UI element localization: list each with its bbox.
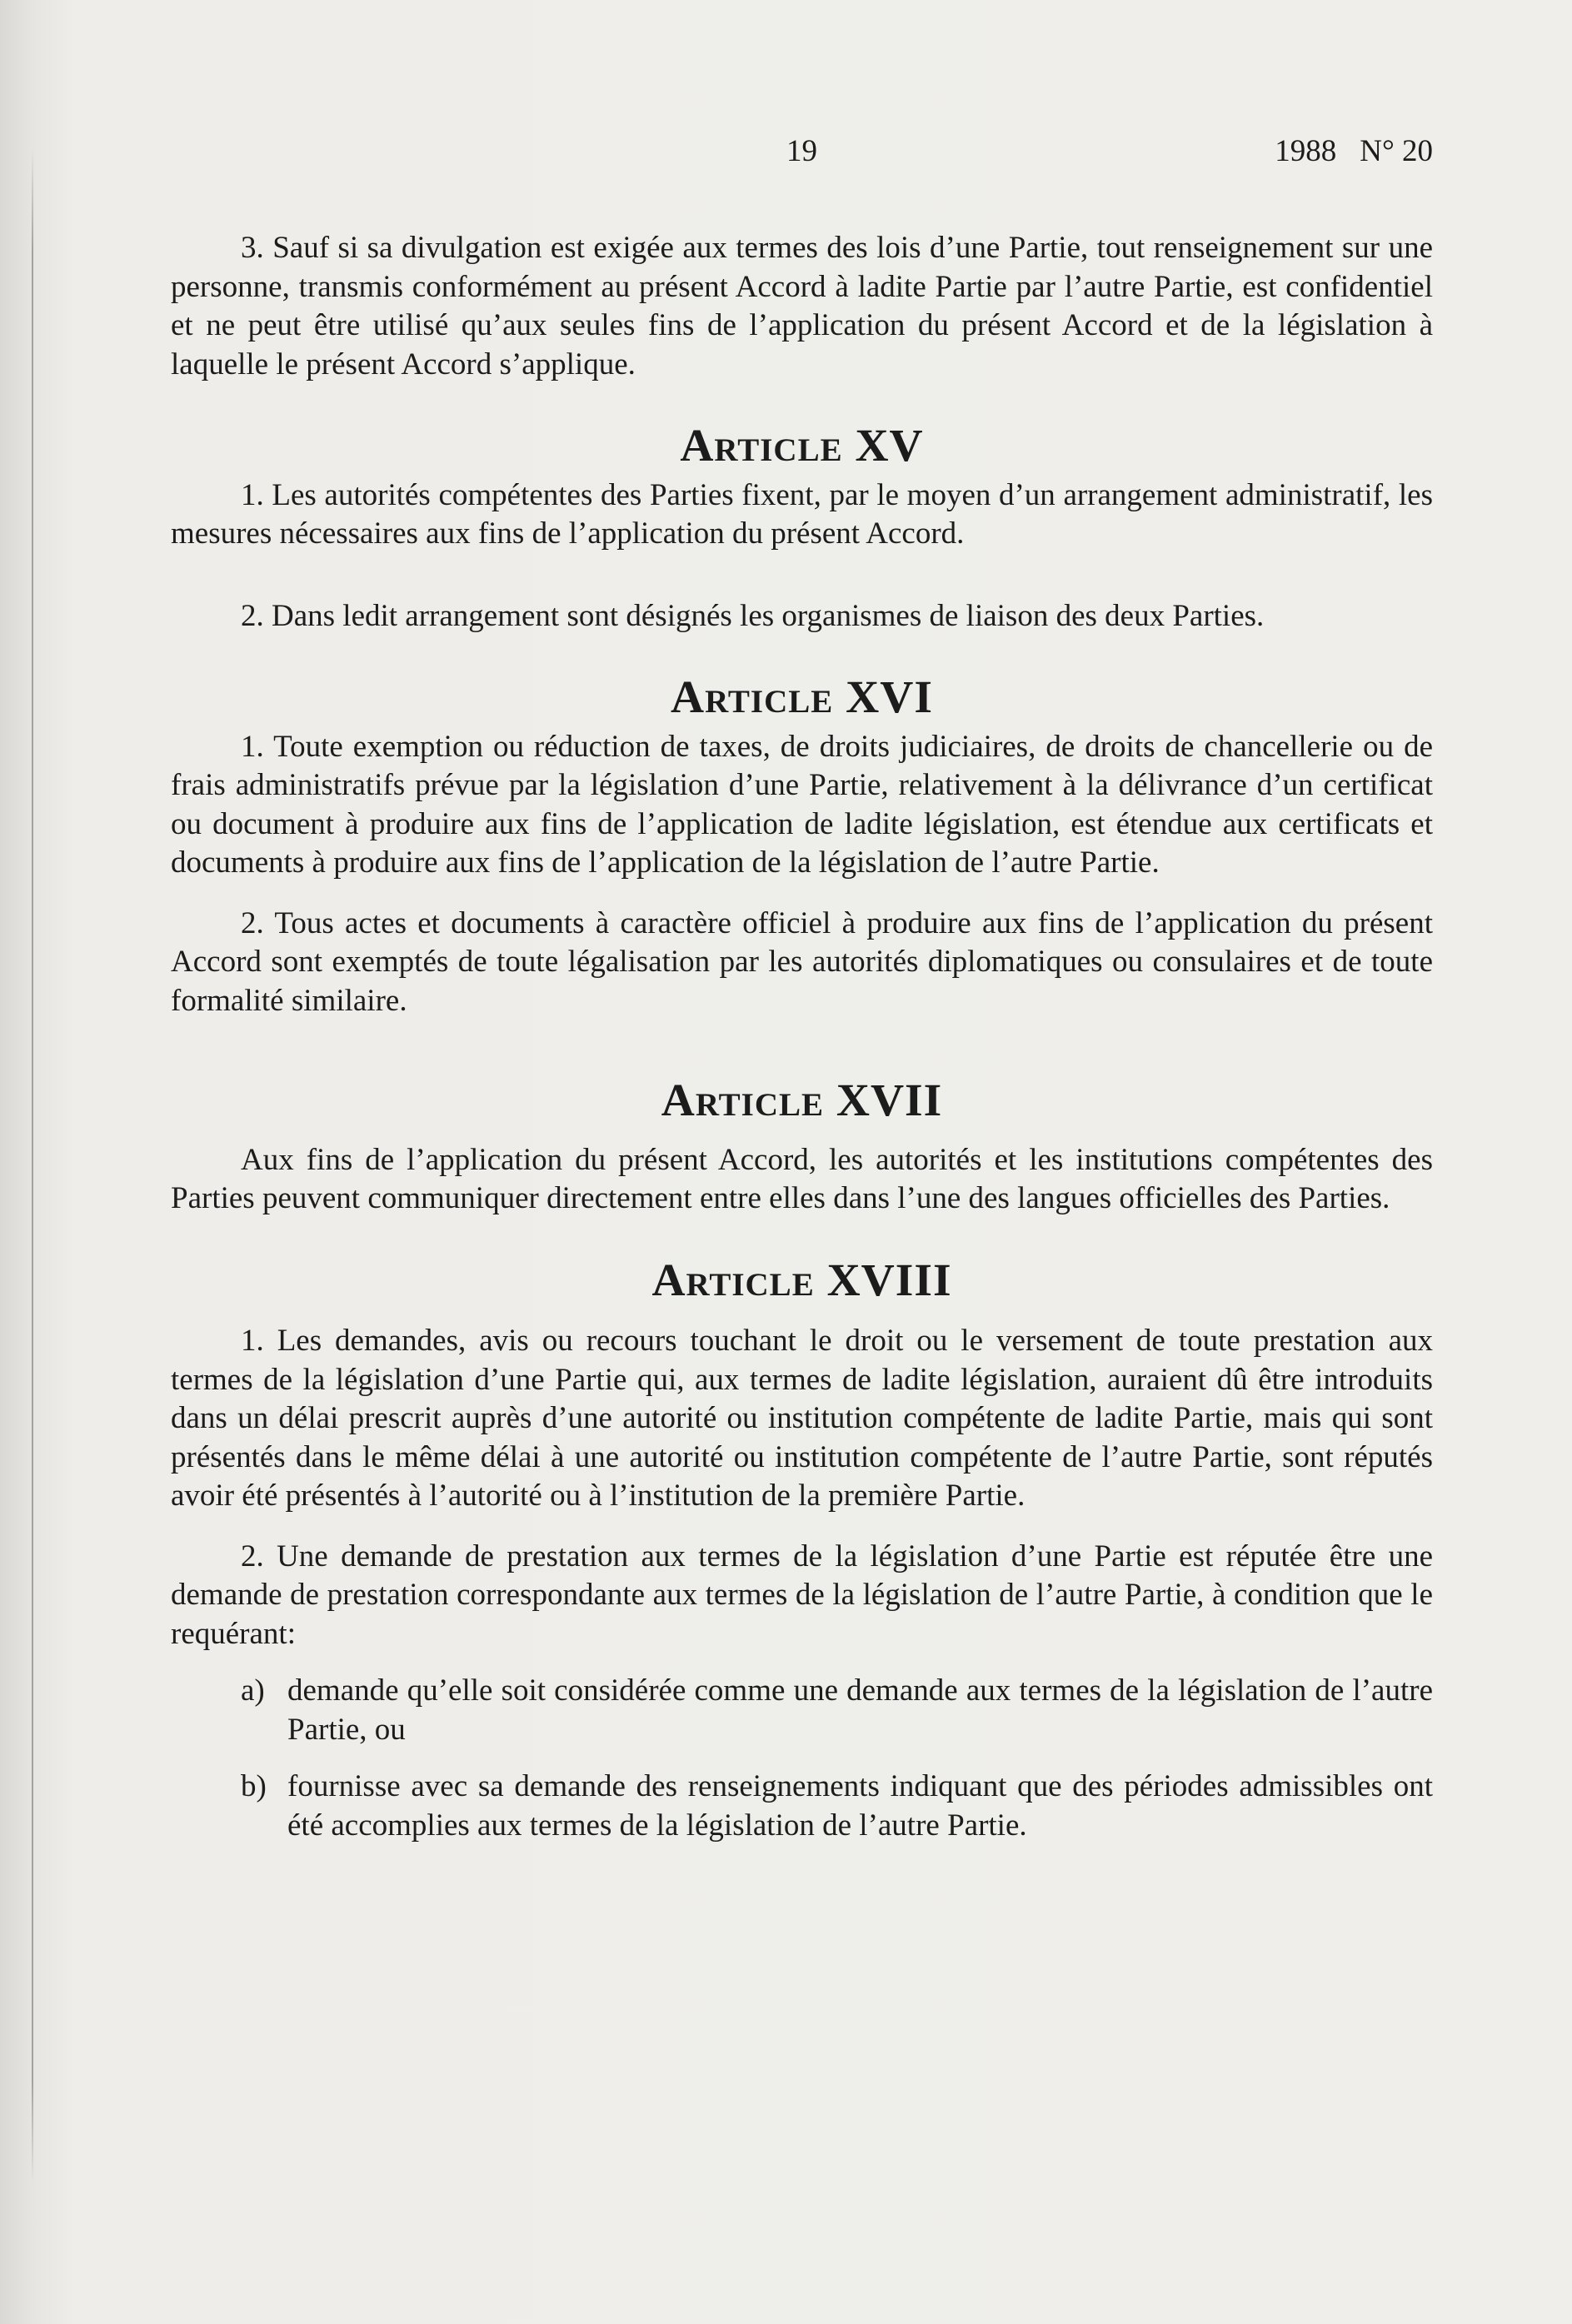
article-18-heading: Article XVIII xyxy=(651,1254,952,1306)
article18-item-b xyxy=(171,1768,1433,1845)
article-17-heading: Article XVII xyxy=(661,1075,943,1126)
article18-item-a xyxy=(171,1672,1433,1749)
article17-paragraph-1: Aux fins de l’application du présent Accord, les autorités et les institutions compétentes des Parties peuvent communiquer directement entre elles dans l’une des langues officielles des Parties. xyxy=(171,1142,1433,1215)
item-a-text: demande qu’elle soit considérée comme une demande aux termes de la législation de l’autre Partie, ou xyxy=(287,1673,1433,1747)
article-16-heading: Article XVI xyxy=(671,672,933,723)
item-a-label: a) xyxy=(241,1673,265,1708)
article15-paragraph-2: 2. Dans ledit arrangement sont désignés les organismes de liaison des deux Parties. xyxy=(241,598,1265,633)
series-year: 1988 xyxy=(1275,134,1337,168)
article16-paragraph-1: 1. Toute exemption ou réduction de taxes, de droits judiciaires, de droits de chancellerie ou de frais administratifs prévue par la législation d’une Partie, relativement à la délivrance d’un certificat ou document à produire aux fins de l’application de ladite législation, est étendue aux certificats et documents à produire aux fins de l’application de la législation de l’autre Partie. xyxy=(171,729,1433,880)
article18-paragraph-2: 2. Une demande de prestation aux termes de la législation d’une Partie est réputée être une demande de prestation correspondante aux termes de la législation de l’autre Partie, à condition que le requérant: xyxy=(171,1539,1433,1651)
series-number: N° 20 xyxy=(1360,134,1433,168)
page-number: 19 xyxy=(786,134,817,168)
article18-paragraph-1: 1. Les demandes, avis ou recours touchant le droit ou le versement de toute prestation aux termes de la législation d’une Partie qui, aux termes de ladite législation, auraient dû être introduits dans un délai prescrit auprès d’une autorité ou institution compétente de ladite Partie, mais qui sont présentés dans le même délai à une autorité ou institution compétente de l’autre Partie, sont réputés avoir été présentés à l’autorité ou à l’institution de la première Partie. xyxy=(171,1324,1433,1513)
binding-edge xyxy=(32,150,33,2182)
article-15-heading: Article XV xyxy=(680,421,924,471)
article15-paragraph-1: 1. Les autorités compétentes des Parties fixent, par le moyen d’un arrangement administratif, les mesures nécessaires aux fins de l’application du présent Accord. xyxy=(171,477,1433,551)
page-header xyxy=(171,133,1433,173)
article14-paragraph-3: 3. Sauf si sa divulgation est exigée aux termes des lois d’une Partie, tout renseignement sur une personne, transmis conformément au présent Accord à ladite Partie par l’autre Partie, est confidentiel et ne peut être utilisé qu’aux seules fins de l’application du présent Accord et de la législation à laquelle le présent Accord s’applique. xyxy=(171,231,1433,382)
series-reference xyxy=(1275,133,1433,169)
item-b-text: fournisse avec sa demande des renseignements indiquant que des périodes admissibles ont été accomplies aux termes de la législation de l’autre Partie. xyxy=(287,1769,1433,1843)
item-b-label: b) xyxy=(241,1769,267,1803)
article16-paragraph-2: 2. Tous actes et documents à caractère officiel à produire aux fins de l’application du présent Accord sont exemptés de toute légalisation par les autorités diplomatiques ou consulaires et de toute formalité similaire. xyxy=(171,905,1433,1018)
document-body xyxy=(171,229,1433,1845)
